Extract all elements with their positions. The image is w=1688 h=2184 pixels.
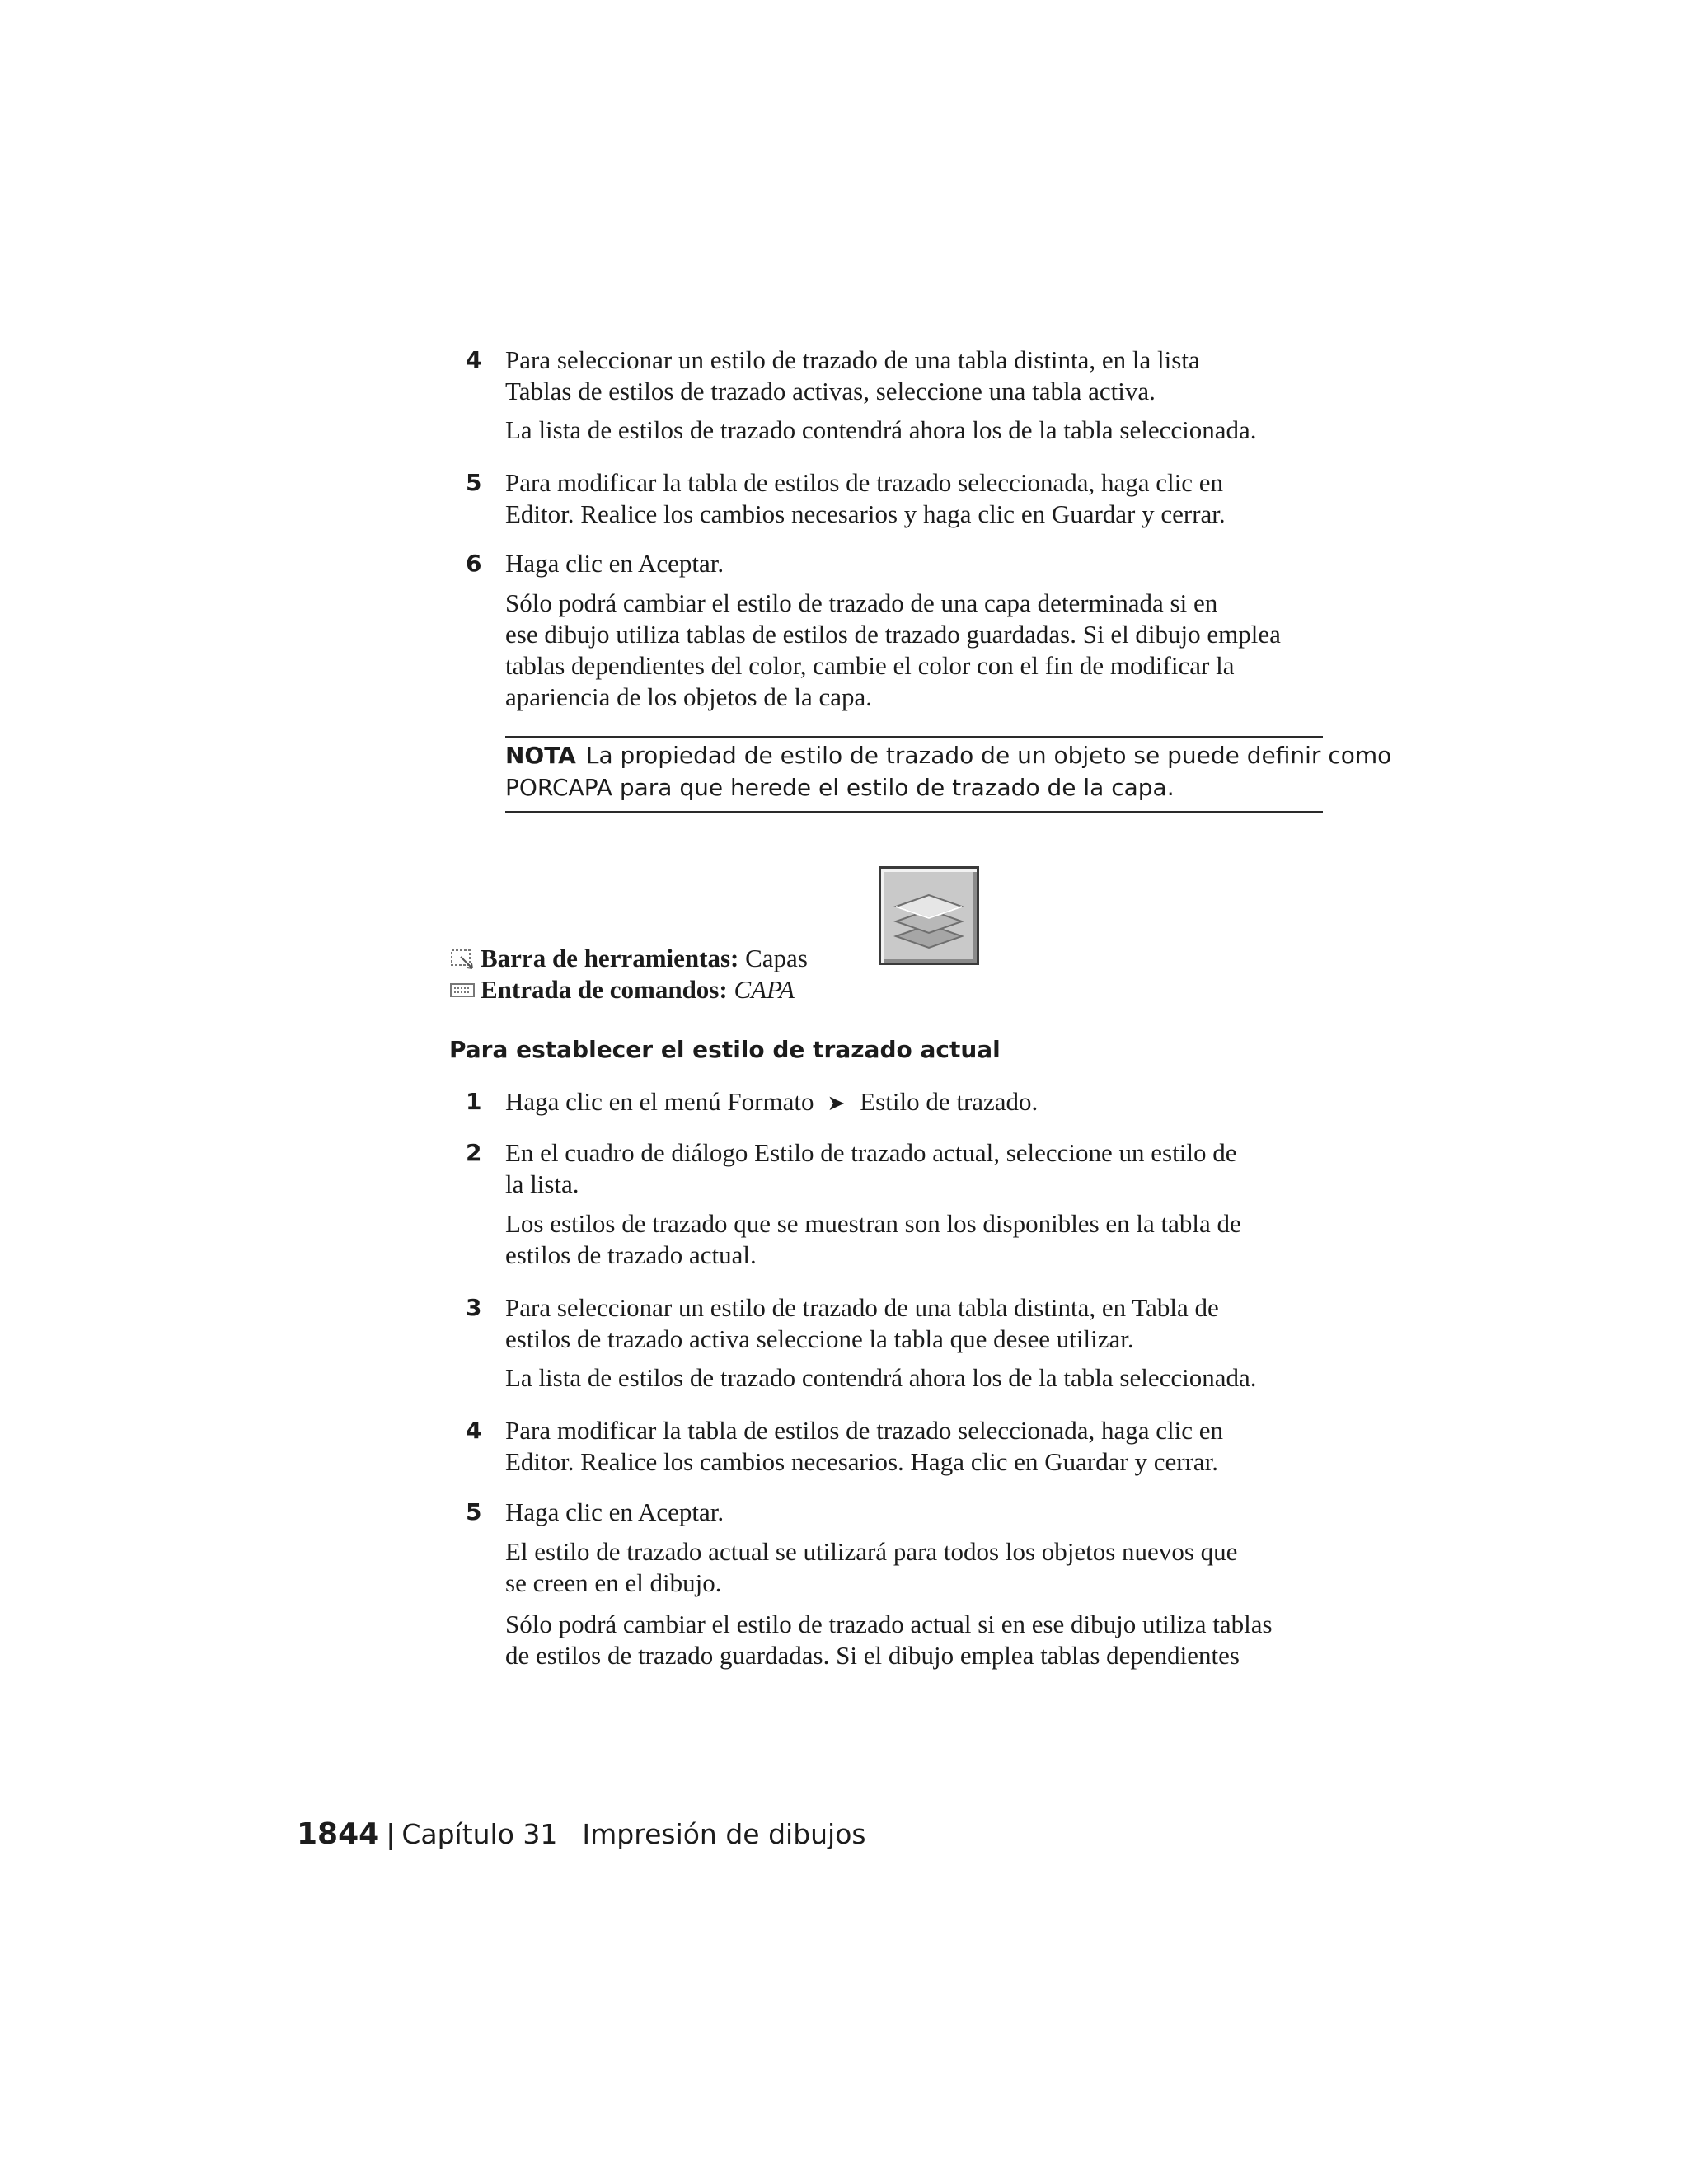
step-number: 2: [466, 1139, 482, 1166]
section-heading: Para establecer el estilo de trazado actual: [449, 1036, 1001, 1063]
note-top-rule: [505, 736, 1323, 738]
toolbar-label: Barra de herramientas:: [481, 944, 739, 972]
command-reference: [449, 974, 795, 1005]
step-number: 1: [466, 1088, 482, 1115]
body-paragraph-line: Sólo podrá cambiar el estilo de trazado actual si en ese dibujo utiliza tablas: [505, 1610, 1273, 1638]
layers-toolbar-button: [879, 866, 979, 965]
menu-path-start: Haga clic en el menú Formato: [505, 1087, 814, 1116]
body-paragraph-line: Los estilos de trazado que se muestran son los disponibles en la tabla de: [505, 1209, 1241, 1238]
step-result-text: La lista de estilos de trazado contendrá ahora los de la tabla seleccionada.: [505, 415, 1257, 444]
step-text-line: Para modificar la tabla de estilos de trazado seleccionada, haga clic en: [505, 1416, 1224, 1445]
page-footer: [297, 1817, 866, 1852]
body-paragraph-line: de estilos de trazado guardadas. Si el dibujo emplea tablas dependientes: [505, 1641, 1240, 1670]
step-text-line: Haga clic en Aceptar.: [505, 1497, 724, 1526]
body-paragraph-line: La lista de estilos de trazado contendrá ahora los de la tabla seleccionada.: [505, 1363, 1257, 1392]
step-text-line: Para modificar la tabla de estilos de trazado seleccionada, haga clic en: [505, 468, 1224, 497]
step-number: 5: [466, 1498, 482, 1526]
layers-icon: [889, 877, 968, 954]
chapter-title: Impresión de dibujos: [582, 1818, 866, 1850]
toolbar-reference: [449, 943, 808, 974]
menu-arrow-icon: ➤: [827, 1091, 846, 1116]
menu-path-end: Estilo de trazado.: [860, 1087, 1039, 1116]
step-text-line: la lista.: [505, 1169, 579, 1198]
keyboard-icon: [449, 978, 476, 1001]
command-label: Entrada de comandos:: [481, 975, 728, 1004]
body-paragraph-line: estilos de trazado actual.: [505, 1240, 757, 1269]
note-line: [505, 740, 1391, 771]
note-bottom-rule: [505, 811, 1323, 813]
toolbar-icon: [449, 947, 476, 970]
step-text-line: Para seleccionar un estilo de trazado de una tabla distinta, en la lista: [505, 345, 1200, 374]
footer-separator: |: [386, 1818, 396, 1850]
step-text-line: Editor. Realice los cambios necesarios y haga clic en Guardar y cerrar.: [505, 499, 1226, 528]
step-number: 6: [466, 550, 482, 577]
step-number: 4: [466, 1417, 482, 1444]
note-text: La propiedad de estilo de trazado de un objeto se puede definir como: [585, 742, 1392, 769]
body-paragraph-line: apariencia de los objetos de la capa.: [505, 682, 872, 711]
step-number: 4: [466, 346, 482, 373]
step-text-line: Tablas de estilos de trazado activas, seleccione una tabla activa.: [505, 377, 1156, 405]
body-paragraph-line: tablas dependientes del color, cambie el color con el fin de modificar la: [505, 651, 1235, 680]
step-text-line: estilos de trazado activa seleccione la tabla que desee utilizar.: [505, 1324, 1134, 1353]
command-value: CAPA: [734, 975, 795, 1004]
chapter-label: Capítulo 31: [401, 1818, 558, 1850]
note-line: PORCAPA para que herede el estilo de trazado de la capa.: [505, 774, 1175, 801]
step-number: 3: [466, 1294, 482, 1321]
body-paragraph-line: El estilo de trazado actual se utilizará para todos los objetos nuevos que: [505, 1537, 1238, 1566]
body-paragraph-line: se creen en el dibujo.: [505, 1568, 722, 1597]
step-number: 5: [466, 469, 482, 496]
body-paragraph-line: ese dibujo utiliza tablas de estilos de trazado guardadas. Si el dibujo emplea: [505, 620, 1281, 649]
toolbar-value: Capas: [745, 944, 808, 972]
note-label: NOTA: [505, 742, 576, 769]
step-text-line: En el cuadro de diálogo Estilo de trazado actual, seleccione un estilo de: [505, 1138, 1237, 1167]
body-paragraph-line: Sólo podrá cambiar el estilo de trazado de una capa determinada si en: [505, 588, 1218, 617]
step-text-line: [505, 1086, 1038, 1119]
step-text-line: Haga clic en Aceptar.: [505, 549, 724, 578]
step-text-line: Editor. Realice los cambios necesarios. Haga clic en Guardar y cerrar.: [505, 1447, 1219, 1476]
step-text-line: Para seleccionar un estilo de trazado de una tabla distinta, en Tabla de: [505, 1293, 1219, 1322]
page-number: 1844: [297, 1817, 380, 1851]
